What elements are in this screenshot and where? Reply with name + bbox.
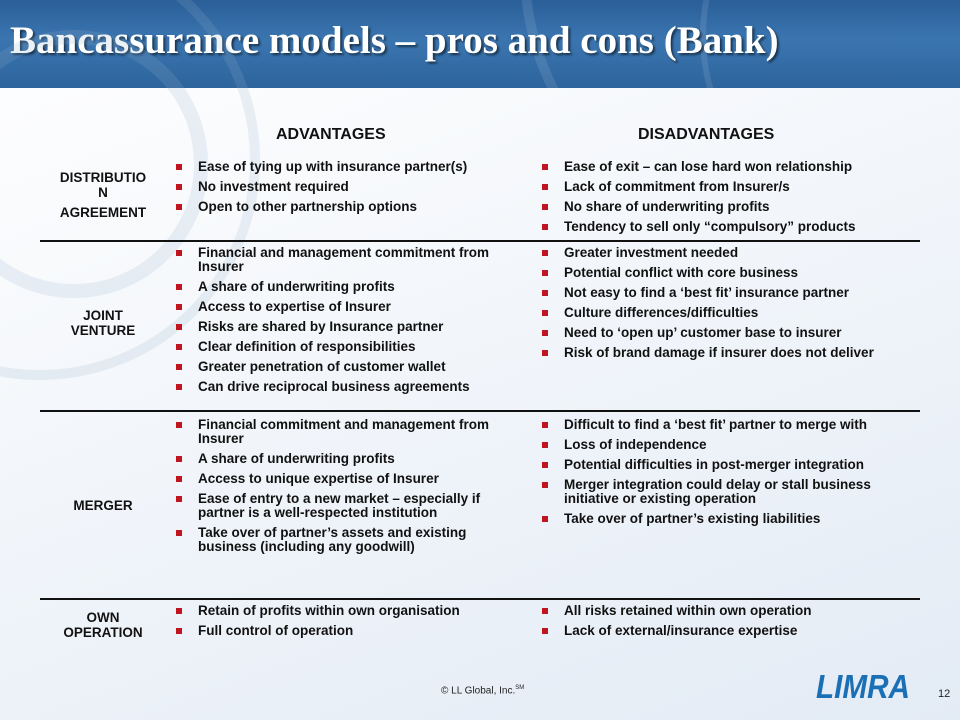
row-label-line: OWN [86, 610, 120, 625]
row-label-line: VENTURE [70, 323, 136, 338]
advantages-list [176, 418, 524, 560]
bullet-icon [542, 310, 548, 316]
bullet-icon [176, 184, 182, 190]
row-label-line: MERGER [73, 498, 133, 513]
svg-text:LIMRA: LIMRA [816, 668, 910, 704]
bullet-icon [542, 628, 548, 634]
list-item: A share of underwriting profits [176, 280, 524, 294]
advantages-list [176, 246, 524, 400]
row-own-operation [40, 598, 920, 650]
bullet-icon [542, 224, 548, 230]
disadvantages-header: DISADVANTAGES [638, 126, 775, 143]
advantages-list [176, 160, 524, 220]
row-label-line: DISTRIBUTIO [59, 170, 147, 185]
bullet-icon [176, 164, 182, 170]
list-item: A share of underwriting profits [176, 452, 524, 466]
bullet-icon [176, 284, 182, 290]
list-item: Culture differences/difficulties [542, 306, 920, 320]
row-label-line: JOINT [83, 308, 123, 323]
list-item: Merger integration could delay or stall business initiative or existing operation [542, 478, 920, 506]
row-label [40, 610, 166, 640]
list-item: Risks are shared by Insurance partner [176, 320, 524, 334]
bullet-icon [176, 384, 182, 390]
list-item: Ease of entry to a new market – especially if partner is a well-respected institution [176, 492, 524, 520]
list-item: No share of underwriting profits [542, 200, 920, 214]
page-number: 12 [938, 688, 951, 700]
bullet-icon [542, 164, 548, 170]
list-item: Ease of exit – can lose hard won relationship [542, 160, 920, 174]
bullet-icon [542, 482, 548, 488]
copyright-notice: © LL Global, Inc.℠ [441, 685, 525, 697]
bullet-icon [176, 456, 182, 462]
list-item: Loss of independence [542, 438, 920, 452]
list-item: Potential conflict with core business [542, 266, 920, 280]
bullet-icon [542, 330, 548, 336]
disadvantages-list [542, 604, 920, 644]
list-item: Difficult to find a ‘best fit’ partner to merge with [542, 418, 920, 432]
bullet-icon [176, 628, 182, 634]
advantages-list [176, 604, 524, 644]
list-item: Access to expertise of Insurer [176, 300, 524, 314]
row-distribution-agreement [40, 158, 920, 240]
row-label-line: N [98, 185, 108, 200]
bullet-icon [176, 530, 182, 536]
list-item: Greater penetration of customer wallet [176, 360, 524, 374]
list-item: Potential difficulties in post-merger integration [542, 458, 920, 472]
disadvantages-list [542, 246, 920, 366]
disadvantages-list [542, 160, 920, 240]
list-item: Can drive reciprocal business agreements [176, 380, 524, 394]
row-label-line: AGREEMENT [59, 205, 147, 220]
list-item: All risks retained within own operation [542, 604, 920, 618]
bullet-icon [176, 364, 182, 370]
list-item: Financial commitment and management from Insurer [176, 418, 524, 446]
list-item: Open to other partnership options [176, 200, 524, 214]
bullet-icon [542, 462, 548, 468]
disadvantages-list [542, 418, 920, 532]
bullet-icon [176, 250, 182, 256]
bullet-icon [542, 184, 548, 190]
bullet-icon [176, 608, 182, 614]
bullet-icon [542, 204, 548, 210]
list-item: Tendency to sell only “compulsory” products [542, 220, 920, 234]
list-item: Access to unique expertise of Insurer [176, 472, 524, 486]
bullet-icon [176, 344, 182, 350]
row-merger [40, 410, 920, 598]
row-label-line: OPERATION [63, 625, 143, 640]
list-item: Take over of partner’s existing liabilities [542, 512, 920, 526]
list-item: Risk of brand damage if insurer does not deliver [542, 346, 920, 360]
bullet-icon [542, 350, 548, 356]
bullet-icon [542, 516, 548, 522]
list-item: Need to ‘open up’ customer base to insurer [542, 326, 920, 340]
bullet-icon [542, 442, 548, 448]
list-item: Full control of operation [176, 624, 524, 638]
bullet-icon [176, 204, 182, 210]
bullet-icon [542, 422, 548, 428]
list-item: Lack of external/insurance expertise [542, 624, 920, 638]
row-label [40, 170, 166, 220]
bullet-icon [176, 496, 182, 502]
advantages-header: ADVANTAGES [276, 126, 386, 143]
row-label [40, 308, 166, 338]
list-item: Lack of commitment from Insurer/s [542, 180, 920, 194]
bullet-icon [542, 290, 548, 296]
bullet-icon [542, 270, 548, 276]
list-item: Take over of partner’s assets and existing business (including any goodwill) [176, 526, 524, 554]
list-item: Greater investment needed [542, 246, 920, 260]
bullet-icon [176, 476, 182, 482]
list-item: Clear definition of responsibilities [176, 340, 524, 354]
limra-logo [816, 668, 912, 704]
bullet-icon [176, 324, 182, 330]
list-item: Not easy to find a ‘best fit’ insurance partner [542, 286, 920, 300]
bullet-icon [176, 422, 182, 428]
page-title: Bancassurance models – pros and cons (Bank) [10, 19, 779, 62]
list-item: Ease of tying up with insurance partner(s) [176, 160, 524, 174]
bullet-icon [176, 304, 182, 310]
row-joint-venture [40, 240, 920, 410]
bullet-icon [542, 250, 548, 256]
list-item: Financial and management commitment from Insurer [176, 246, 524, 274]
list-item: No investment required [176, 180, 524, 194]
bullet-icon [542, 608, 548, 614]
list-item: Retain of profits within own organisation [176, 604, 524, 618]
row-label [40, 498, 166, 513]
service-mark: SM [515, 685, 525, 691]
